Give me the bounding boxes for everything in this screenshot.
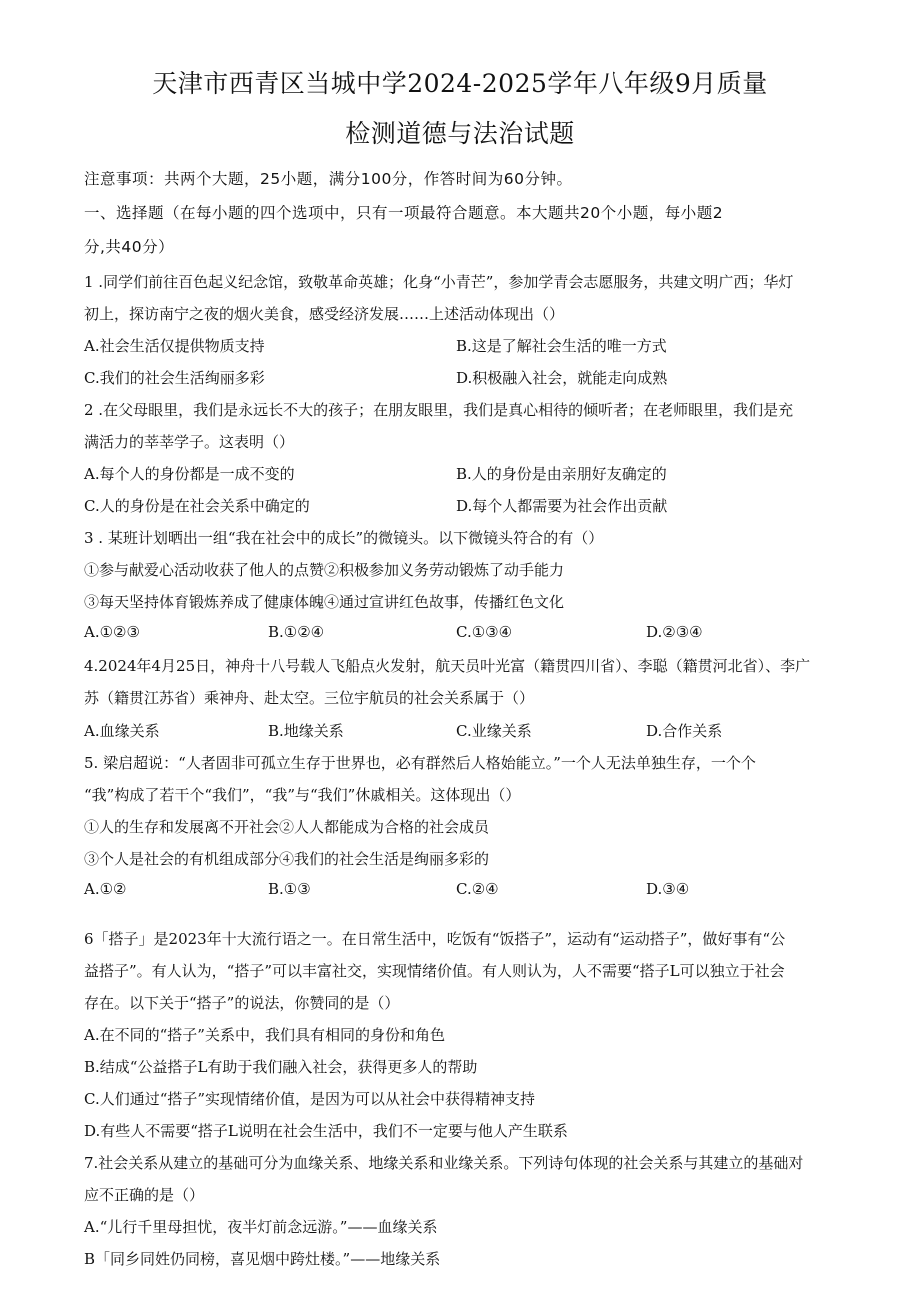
- question-6-line1: 6「搭子」是2023年十大流行语之一。在日常生活中，吃饭有“饭搭子”，运动有“运动搭子”，做好事有“公: [84, 930, 786, 948]
- question-2-option-b: B.人的身份是由亲朋好友确定的: [456, 465, 667, 483]
- section-heading-line2: 分,共40分）: [84, 238, 175, 256]
- question-4-option-d: D.合作关系: [646, 722, 723, 740]
- question-2-option-a: A.每个人的身份都是一成不变的: [84, 465, 295, 483]
- question-5-line4: ③个人是社会的有机组成部分④我们的社会生活是绚丽多彩的: [84, 850, 490, 868]
- question-1-option-d: D.积极融入社会，就能走向成熟: [456, 369, 668, 387]
- notice-text: 注意事项：共两个大题，25小题，满分100分，作答时间为60分钟。: [84, 170, 573, 188]
- question-3-line3: ③每天坚持体育锻炼养成了健康体魄④通过宣讲红色故事，传播红色文化: [84, 593, 565, 611]
- question-6-option-c: C.人们通过“搭子”实现情绪价值，是因为可以从社会中获得精神支持: [84, 1090, 536, 1108]
- question-3-line2: ①参与献爱心活动收获了他人的点赞②积极参加义务劳动锻炼了动手能力: [84, 561, 565, 579]
- question-4-line1: 4.2024年4月25日，神舟十八号载人飞船点火发射，航天员叶光富（籍贯四川省）、李聪（籍贯河北省）、李广: [84, 657, 811, 675]
- section-heading-line1: 一、选择题（在每小题的四个选项中，只有一项最符合题意。本大题共20个小题，每小题2: [84, 204, 724, 222]
- question-1-line1: 1 .同学们前往百色起义纪念馆，致敬革命英雄；化身“小青芒”，参加学青会志愿服务，共建文明广西；华灯: [84, 273, 794, 291]
- question-7-option-b: B「同乡同姓仍同榜，喜见烟中跨灶楼。”——地缘关系: [84, 1250, 441, 1268]
- question-1-line2: 初上，探访南宁之夜的烟火美食，感受经济发展……上述活动体现出（）: [84, 305, 565, 323]
- question-6-line2: 益搭子”。有人认为，“搭子”可以丰富社交，实现情绪价值。有人则认为，人不需要“搭子L可以独立于社会: [84, 962, 785, 980]
- question-3-option-d: D.②③④: [646, 623, 703, 641]
- question-1-option-a: A.社会生活仅提供物质支持: [84, 337, 265, 355]
- question-3-option-c: C.①③④: [456, 623, 513, 641]
- question-3-line1: 3 . 某班计划晒出一组“我在社会中的成长”的微镜头。以下微镜头符合的有（）: [84, 529, 604, 547]
- question-7-line1: 7.社会关系从建立的基础可分为血缘关系、地缘关系和业缘关系。下列诗句体现的社会关系与其建立的基础对: [84, 1154, 804, 1172]
- question-6-line3: 存在。以下关于“搭子”的说法，你赞同的是（）: [84, 994, 400, 1012]
- question-3-option-b: B.①②④: [268, 623, 325, 641]
- exam-title-line1: 天津市西青区当城中学2024-2025学年八年级9月质量: [152, 69, 768, 98]
- question-5-option-d: D.③④: [646, 880, 690, 898]
- question-5-line3: ①人的生存和发展离不开社会②人人都能成为合格的社会成员: [84, 818, 490, 836]
- question-6-option-b: B.结成“公益搭子L有助于我们融入社会，获得更多人的帮助: [84, 1058, 478, 1076]
- question-4-option-c: C.业缘关系: [456, 722, 532, 740]
- question-5-option-a: A.①②: [84, 880, 127, 898]
- exam-title-line2: 检测道德与法治试题: [345, 119, 575, 148]
- question-3-option-a: A.①②③: [84, 623, 140, 641]
- question-2-line1: 2 .在父母眼里，我们是永远长不大的孩子；在朋友眼里，我们是真心相待的倾听者；在老师眼里，我们是充: [84, 401, 794, 419]
- question-5-option-b: B.①③: [268, 880, 311, 898]
- question-5-line2: “我”构成了若干个“我们”，“我”与“我们”休戚相关。这体现出（）: [84, 786, 521, 804]
- question-5-option-c: C.②④: [456, 880, 499, 898]
- question-2-line2: 满活力的莘莘学子。这表明（）: [84, 433, 295, 451]
- question-1-option-b: B.这是了解社会生活的唯一方式: [456, 337, 667, 355]
- question-6-option-d: D.有些人不需要“搭子L说明在社会生活中，我们不一定要与他人产生联系: [84, 1122, 568, 1140]
- question-2-option-c: C.人的身份是在社会关系中确定的: [84, 497, 310, 515]
- question-4-option-b: B.地缘关系: [268, 722, 344, 740]
- question-4-option-a: A.血缘关系: [84, 722, 160, 740]
- question-2-option-d: D.每个人都需要为社会作出贡献: [456, 497, 668, 515]
- question-7-line2: 应不正确的是（）: [84, 1186, 205, 1204]
- question-6-option-a: A.在不同的“搭子”关系中，我们具有相同的身份和角色: [84, 1026, 445, 1044]
- question-5-line1: 5. 梁启超说：“人者固非可孤立生存于世界也，必有群然后人格始能立。”一个人无法单独生存，一个个: [84, 754, 756, 772]
- question-4-line2: 苏（籍贯江苏省）乘神舟、赴太空。三位宇航员的社会关系属于（）: [84, 689, 535, 707]
- question-1-option-c: C.我们的社会生活绚丽多彩: [84, 369, 265, 387]
- question-7-option-a: A.“儿行千里母担忧，夜半灯前念远游。”——血缘关系: [84, 1218, 438, 1236]
